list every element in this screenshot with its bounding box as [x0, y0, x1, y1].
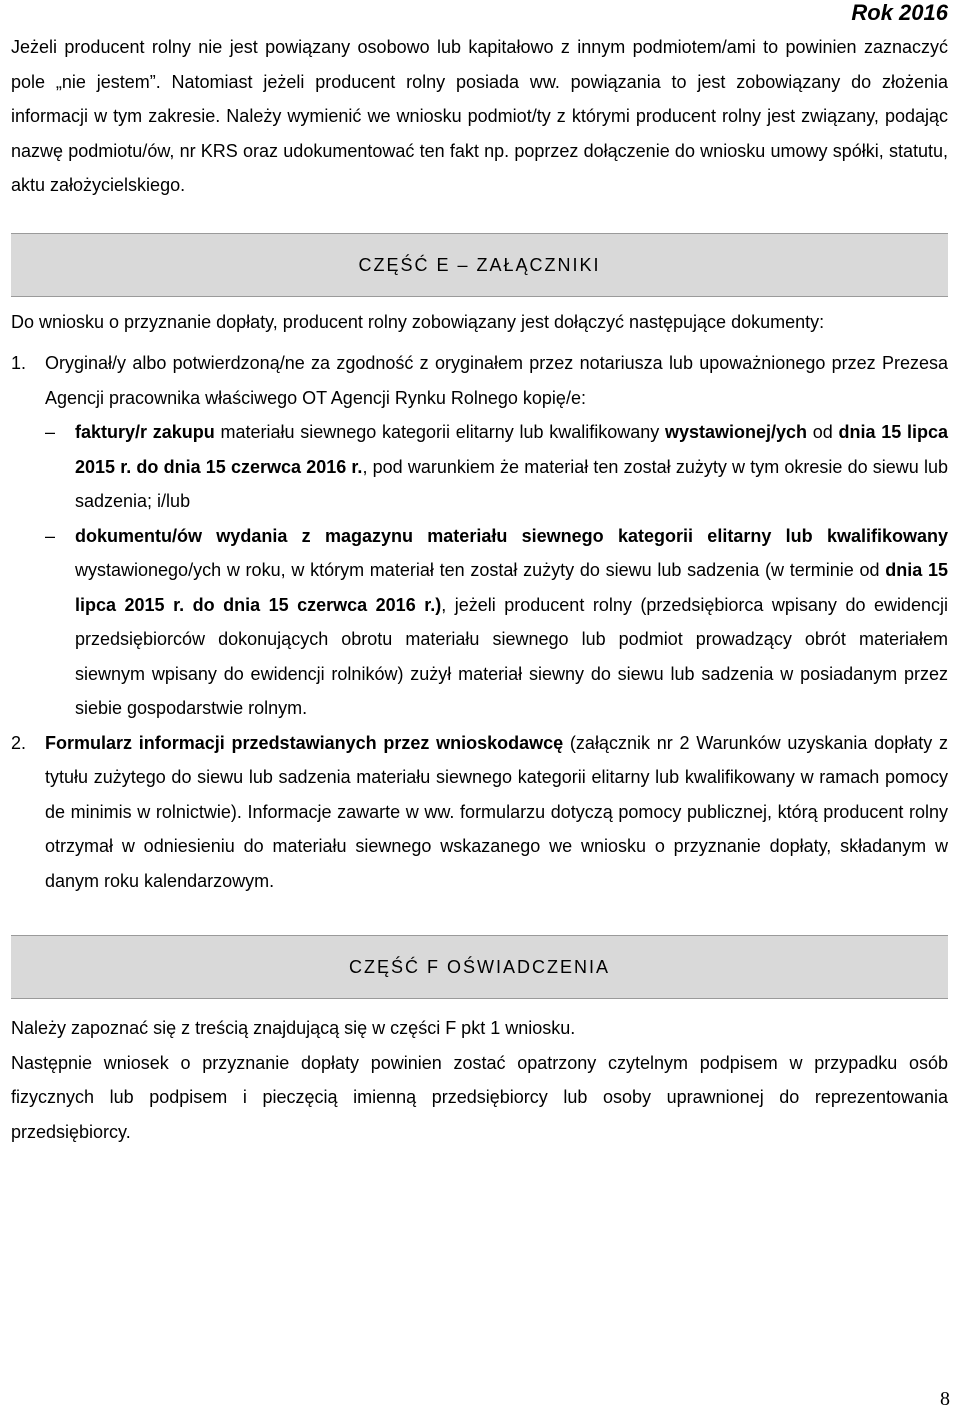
attachment-item-2 — [11, 726, 948, 899]
item-2-text: (załącznik nr 2 Warunków uzyskania dopłaty z tytułu zużytego do siewu lub sadzenia materiału siewnego kategorii elitarny lub kwalifikowany w ramach pomocy de minimis w rolnictwie). Informacje zawarte w ww. formularzu dotyczą pomocy publicznej, którą producent rolny otrzymał w odniesieniu do materiału siewnego wskazanego we wniosku o przyznanie dopłaty, składanym w danym roku kalendarzowym. — [45, 732, 948, 891]
attachment-item-1 — [11, 346, 948, 726]
section-f-paragraph-2: Następnie wniosek o przyznanie dopłaty powinien zostać opatrzony czytelnym podpisem w przypadku osób fizycznych lub podpisem i pieczęcią imienną przedsiębiorcy lub osoby uprawnionej do reprezentowania przedsiębiorcy. — [11, 1052, 948, 1142]
dash-bullet: – — [45, 422, 56, 442]
page-number: 8 — [940, 1388, 950, 1410]
item-1-number: 1. — [11, 353, 27, 373]
section-e-heading: CZĘŚĆ E – ZAŁĄCZNIKI — [11, 233, 948, 297]
section-e-lead: Do wniosku o przyznanie dopłaty, producent rolny zobowiązany jest dołączyć następujące dokumenty: — [11, 311, 825, 332]
item-1-text: Oryginał/y albo potwierdzoną/ne za zgodność z oryginałem przez notariusza lub upoważnionego przez Prezesa Agencji pracownika właściwego OT Agencji Rynku Rolnego kopię/e: — [45, 353, 948, 408]
section-f-heading: CZĘŚĆ F OŚWIADCZENIA — [11, 935, 948, 999]
intro-paragraph: Jeżeli producent rolny nie jest powiązany osobowo lub kapitałowo z innym podmiotem/ami to powinien zaznaczyć pole „nie jestem”. Natomiast jeżeli producent rolny posiada ww. powiązania to jest zobowiązany do złożenia informacji w tym zakresie. Należy wymienić we wniosku podmiot/ty z którymi producent rolny jest związany, podając nazwę podmiotu/ów, nr KRS oraz udokumentować ten fakt np. poprzez dołączenie do wniosku umowy spółki, statutu, aktu założycielskiego. — [11, 37, 948, 195]
item-2-title: Formularz informacji przedstawianych przez wnioskodawcę — [45, 732, 564, 753]
document-body — [11, 30, 948, 1149]
item-1-subitem-invoice: – faktury/r zakupu materiału siewnego kategorii elitarny lub kwalifikowany wystawionej/ych od dnia 15 lipca 2015 r. do dnia 15 czerwca 2016 r., pod warunkiem że materiał ten został zużyty w tym okresie do siewu lub sadzenia; i/lub — [45, 415, 948, 519]
item-1-subitem-warehouse-doc: – dokumentu/ów wydania z magazynu materiału siewnego kategorii elitarny lub kwalifikowany wystawionego/ych w roku, w którym materiał ten został zużyty do siewu lub sadzenia (w terminie od dnia 15 lipca 2015 r. do dnia 15 czerwca 2016 r.), jeżeli producent rolny (przedsiębiorca wpisany do ewidencji przedsiębiorców dokonujących obrotu materiału siewnego lub podmiot prowadzący obrót materiałem siewnym wpisany do ewidencji rolników) zużył materiał siewny do siewu lub sadzenia w posiadanym przez siebie gospodarstwie rolnym. — [45, 519, 948, 726]
dash-bullet: – — [45, 525, 56, 546]
section-f-paragraph-1: Należy zapoznać się z treścią znajdującą się w części F pkt 1 wniosku. — [11, 1018, 576, 1038]
document-year-header: Rok 2016 — [851, 0, 948, 25]
item-2-number: 2. — [11, 732, 27, 753]
